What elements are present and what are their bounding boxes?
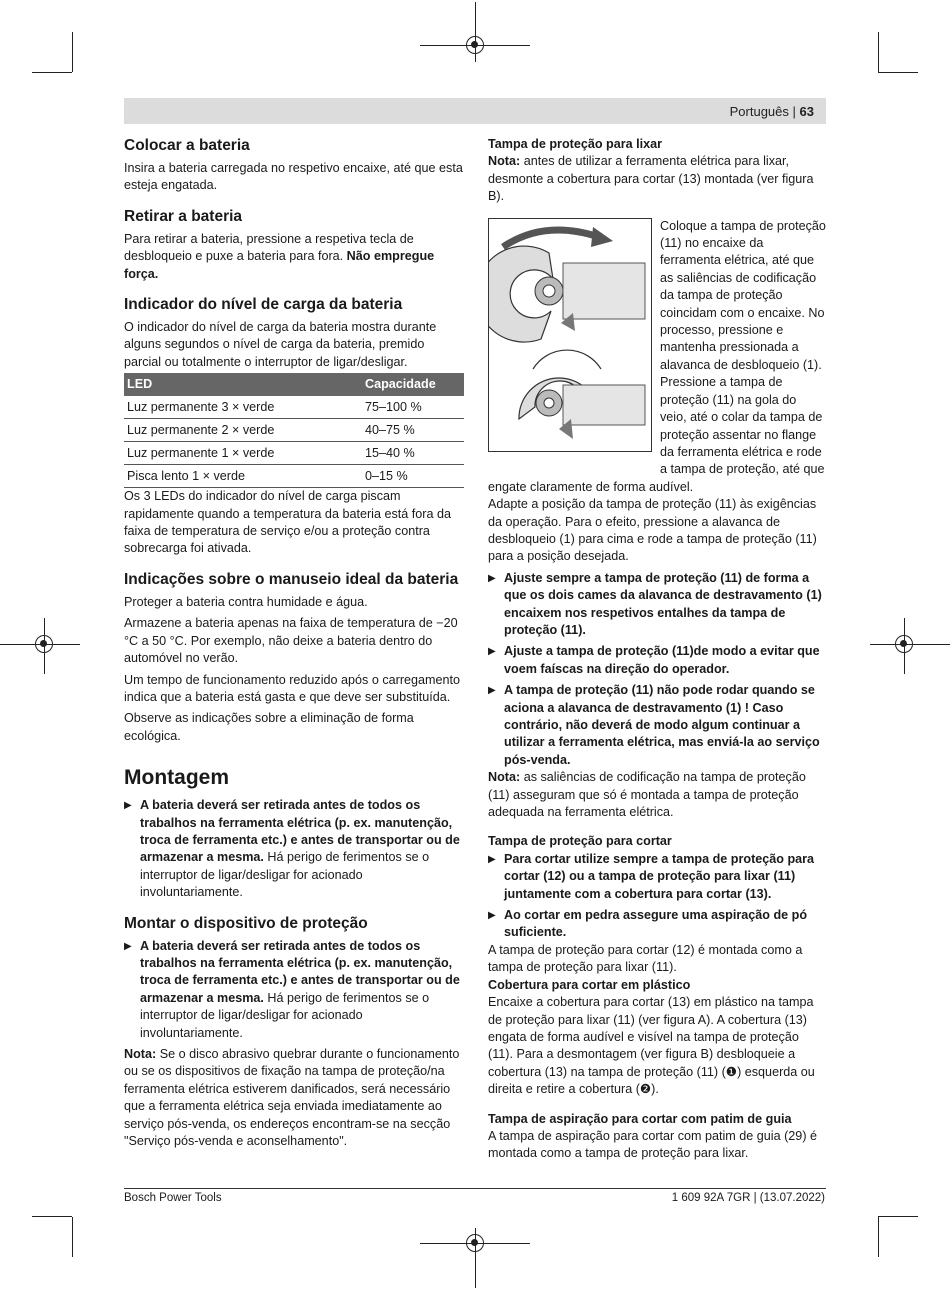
- subsection-title: Tampa de aspiração para cortar com patim de guia: [488, 1111, 792, 1126]
- crop-mark: [32, 72, 72, 73]
- table-cell: 15–40 %: [362, 442, 464, 465]
- warning-item: [488, 643, 826, 678]
- note-label: Nota:: [124, 1047, 157, 1061]
- warning-item: [124, 797, 464, 901]
- warning-text: [140, 938, 464, 1042]
- note-text: antes de utilizar a ferramenta elétrica para lixar, desmonte a cobertura para cortar (13) montada (ver figura B).: [488, 154, 814, 204]
- paragraph: engate claramente de forma audível.: [488, 479, 694, 494]
- warning-item: [488, 570, 826, 640]
- warning-text: [140, 797, 464, 901]
- table-row: [124, 442, 464, 465]
- warning-bold: A bateria deverá ser retirada antes de todos os trabalhos na ferramenta elétrica (p. ex. manutenção, troca de ferramenta etc.) e antes de transportar ou de armazenar a mesma.: [140, 798, 460, 865]
- section-title: Montar o dispositivo de proteção: [124, 914, 368, 932]
- note-paragraph: [124, 1046, 464, 1150]
- footer-brand: Bosch Power Tools: [124, 1192, 222, 1204]
- section-title: Indicações sobre o manuseio ideal da bateria: [124, 570, 459, 588]
- warning-text: Ajuste a tampa de proteção (11)de modo a evitar que voem faíscas na direção do operador.: [504, 644, 820, 676]
- table-cell: Luz permanente 2 × verde: [124, 419, 362, 442]
- note-text: as saliências de codificação na tampa de proteção (11) asseguram que só é montada a tampa de proteção adequada na ferramenta elétrica.: [488, 770, 806, 820]
- triangle-bullet-icon: ▶: [488, 910, 496, 922]
- section-title: Indicador do nível de carga da bateria: [124, 296, 403, 314]
- subsection-title: Tampa de proteção para lixar: [488, 137, 663, 151]
- led-table: [124, 373, 464, 488]
- header-separator: |: [792, 104, 796, 119]
- paragraph: Insira a bateria carregada no respetivo encaixe, até que esta esteja engatada.: [124, 161, 463, 193]
- right-column: [488, 136, 826, 1163]
- warning-text: Ajuste sempre a tampa de proteção (11) de forma a que os dois cames da alavanca de destravamento (1) encaixem nos respetivos entalhes da tampa de proteção (11).: [504, 570, 822, 637]
- triangle-bullet-icon: ▶: [488, 572, 496, 584]
- paragraph-text: Para retirar a bateria, pressione a respetiva tecla de desbloqueio e puxe a bateria para fora.: [124, 231, 414, 264]
- paragraph: O indicador do nível de carga da bateria mostra durante alguns segundos o nível de carga da bateria, premido parcial ou totalmente o interruptor de ligar/desligar.: [124, 320, 437, 369]
- crop-mark: [878, 1217, 879, 1257]
- table-cell: Luz permanente 3 × verde: [124, 396, 362, 419]
- left-column: [124, 136, 464, 1150]
- triangle-bullet-icon: ▶: [488, 853, 496, 865]
- table-header: LED: [124, 373, 362, 396]
- paragraph: Proteger a bateria contra humidade e água.: [124, 594, 368, 609]
- header-language: Português: [729, 104, 789, 119]
- figure-caption-text: Coloque a tampa de proteção (11) no encaixe da ferramenta elétrica, até que as saliências de codificação da tampa de proteção coincidam com o encaixe. No processo, pressione e mantenha pressionada a alavanca de desbloqueio (1). Pressione a tampa de proteção (11) na gola do veio, até o colar da tampa de proteção assentar no flange da ferramenta elétrica e rode a tampa de proteção, até que: [660, 218, 826, 477]
- paragraph: Um tempo de funcionamento reduzido após o carregamento indica que a bateria está gasta e que deve ser substituída.: [124, 672, 461, 704]
- table-cell: Luz permanente 1 × verde: [124, 442, 362, 465]
- table-cell: 0–15 %: [362, 465, 464, 488]
- paragraph: Os 3 LEDs do indicador do nível de carga piscam rapidamente quando a temperatura da bateria está fora da faixa de temperatura de serviço e/ou a proteção contra sobrecarga foi ativada.: [124, 489, 451, 556]
- section-title: Colocar a bateria: [124, 137, 250, 154]
- subsection-title: Cobertura para cortar em plástico: [488, 977, 691, 992]
- paragraph: A tampa de proteção para cortar (12) é montada como a tampa de proteção para lixar (11).: [488, 942, 803, 975]
- chapter-title: Montagem: [124, 766, 229, 790]
- table-row: [124, 396, 464, 419]
- note-paragraph: [488, 153, 826, 205]
- paragraph: Armazene a bateria apenas na faixa de temperatura de −20 °C a 50 °C. Por exemplo, não deixe a bateria dentro do automóvel no verão.: [124, 616, 458, 666]
- registration-target-icon: [466, 36, 484, 54]
- warning-text: Para cortar utilize sempre a tampa de proteção para cortar (12) ou a tampa de proteção para lixar (11) juntamente com a cobertura para cortar (13).: [504, 851, 815, 901]
- warning-normal: Há perigo de ferimentos se o interruptor de ligar/desligar for acionado involuntariamente.: [140, 990, 430, 1040]
- table-header-row: [124, 373, 464, 396]
- warning-bold: A bateria deverá ser retirada antes de todos os trabalhos na ferramenta elétrica (p. ex. manutenção, troca de ferramenta etc.) e antes de transportar ou de armazenar a mesma.: [140, 938, 460, 1005]
- warning-item: [488, 682, 826, 769]
- warning-text: Não empregue força.: [124, 249, 435, 281]
- registration-target-icon: [466, 1234, 484, 1252]
- triangle-bullet-icon: ▶: [124, 800, 132, 812]
- warning-item: [488, 851, 826, 903]
- warning-text: A tampa de proteção (11) não pode rodar quando se aciona a alavanca de destravamento (1) ! Caso contrário, não deverá de modo algum continuar a utilizar a ferramenta elétrica, mas enviá-la ao serviço pós-venda.: [504, 683, 820, 767]
- crop-mark: [878, 32, 879, 72]
- paragraph: [124, 231, 464, 283]
- table-row: [124, 419, 464, 442]
- crop-mark: [878, 1216, 918, 1217]
- footer-code: 1 609 92A 7GR | (13.07.2022): [671, 1192, 825, 1204]
- triangle-bullet-icon: ▶: [488, 646, 496, 658]
- paragraph: Observe as indicações sobre a eliminação de forma ecológica.: [124, 711, 414, 743]
- paragraph: Adapte a posição da tampa de proteção (11) às exigências da operação. Para o efeito, pressione a alavanca de desbloqueio (1) para cima e rode a tampa de proteção (11) para a posição desejada.: [488, 497, 817, 564]
- registration-target-icon: [895, 635, 913, 653]
- note-label: Nota:: [488, 770, 521, 785]
- warning-text: Ao cortar em pedra assegure uma aspiração de pó suficiente.: [504, 908, 808, 940]
- warning-item: [488, 907, 826, 942]
- table-row: [124, 465, 464, 488]
- crop-mark: [878, 72, 918, 73]
- note-label: Nota:: [488, 154, 521, 169]
- page-header: [730, 104, 814, 119]
- warning-item: [124, 938, 464, 1042]
- warning-normal: Há perigo de ferimentos se o interruptor de ligar/desligar for acionado involuntariamente.: [140, 850, 430, 900]
- table-cell: Pisca lento 1 × verde: [124, 465, 362, 488]
- crop-mark: [72, 32, 73, 72]
- section-title: Retirar a bateria: [124, 207, 243, 225]
- header-band: [124, 98, 826, 124]
- registration-target-icon: [35, 635, 53, 653]
- paragraph: A tampa de aspiração para cortar com patim de guia (29) é montada como a tampa de proteção para lixar.: [488, 1128, 818, 1161]
- note-paragraph: [488, 769, 826, 821]
- triangle-bullet-icon: ▶: [488, 685, 496, 697]
- table-cell: 75–100 %: [362, 396, 464, 419]
- table-cell: 40–75 %: [362, 419, 464, 442]
- note-text: Se o disco abrasivo quebrar durante o funcionamento ou se os dispositivos de fixação na tampa de proteção/na ferramenta elétrica estiverem danificados, será necessário que a ferramenta elétrica seja enviada imediatamente ao serviço pós-venda, os endereços encontram-se na secção "Serviço pós-venda e aconselhamento".: [124, 1047, 460, 1149]
- crop-mark: [32, 1216, 72, 1217]
- triangle-bullet-icon: ▶: [124, 940, 132, 952]
- page-number: 63: [799, 104, 814, 119]
- table-header: Capacidade: [362, 373, 464, 396]
- footer-rule: [124, 1188, 826, 1189]
- crop-mark: [72, 1217, 73, 1257]
- paragraph: Encaixe a cobertura para cortar (13) em plástico na tampa de proteção para lixar (11) (ver figura A). A cobertura (13) engata de forma audível e visível na tampa de proteção (11). Para a desmontagem (ver figura B) desbloqueie a cobertura (13) na tampa de proteção (11) (❶) esquerda ou direita e retire a cobertura (❷).: [488, 995, 815, 1097]
- subsection-title: Tampa de proteção para cortar: [488, 834, 672, 849]
